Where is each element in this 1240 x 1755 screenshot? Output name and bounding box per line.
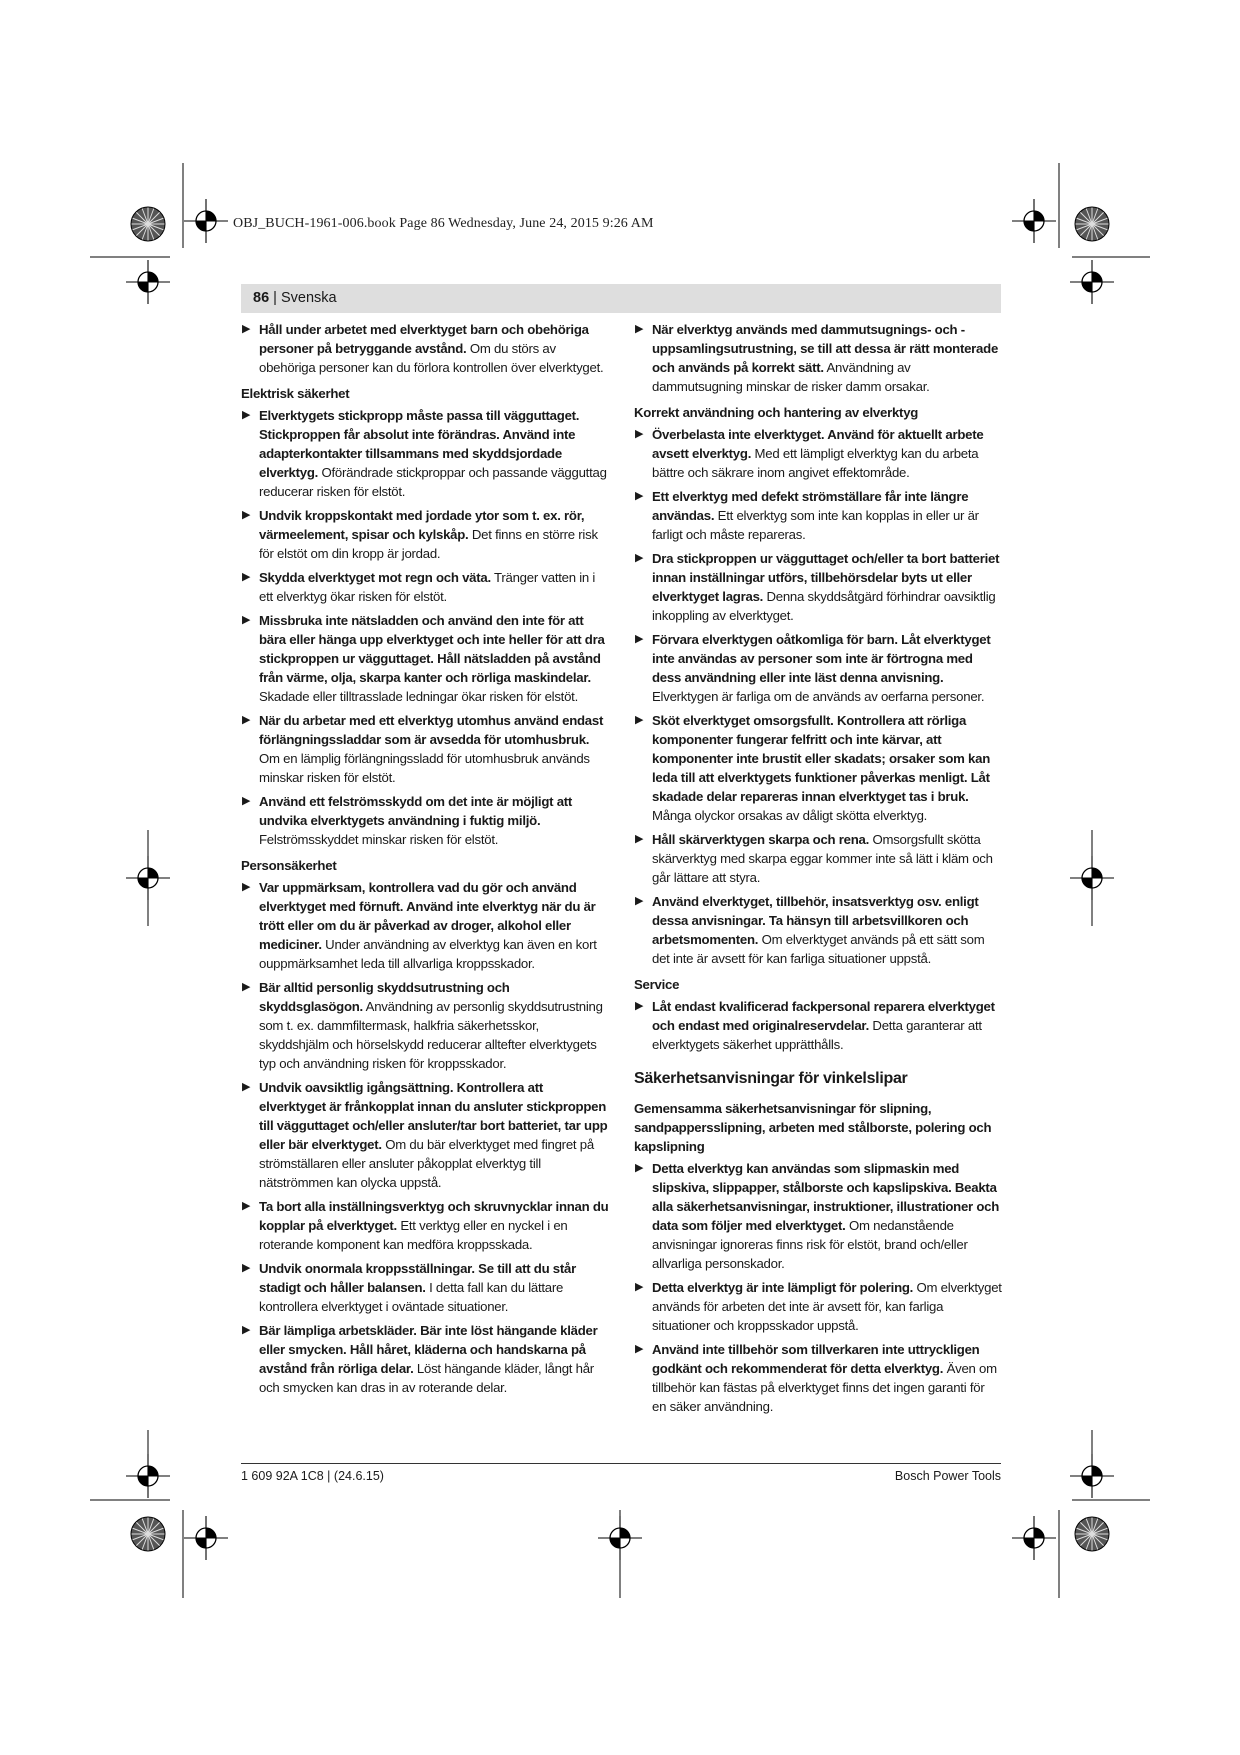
- safety-item-instruction: Håll under arbetet med elverktyget barn och obehöriga personer på betryggande avstånd.: [259, 322, 589, 356]
- safety-item: [634, 425, 1002, 482]
- safety-item: [241, 506, 609, 563]
- safety-item: [241, 792, 609, 849]
- safety-item: [241, 1197, 609, 1254]
- safety-item-explanation: Om en lämplig förlängningssladd för utomhusbruk används minskar risken för elstöt.: [259, 751, 590, 785]
- safety-item-instruction: Använd elverktyget, tillbehör, insatsverktyg osv. enligt dessa anvisningar. Ta hänsyn till arbetsvillkoren och arbetsmomenten.: [652, 894, 979, 947]
- safety-item-explanation: Om elverktyget används på ett sätt som det inte är avsett för kan farliga situationer uppstå.: [652, 932, 985, 966]
- safety-item-instruction: Överbelasta inte elverktyget. Använd för aktuellt arbete avsett elverktyg.: [652, 427, 984, 461]
- safety-item-explanation: Om elverktyget används för arbeten det inte är avsett för, kan farliga situationer och kroppsskador uppstå.: [652, 1280, 1002, 1333]
- bullet-triangle-icon: ▶: [635, 833, 644, 845]
- bullet-triangle-icon: ▶: [242, 714, 251, 726]
- header-separator: |: [269, 290, 281, 306]
- doc-number: 1 609 92A 1C8 | (24.6.15): [241, 1469, 384, 1483]
- safety-item-explanation: Det finns en större risk för elstöt om din kropp är jordad.: [259, 527, 598, 561]
- safety-item-instruction: Elverktygets stickpropp måste passa till vägguttaget. Stickproppen får absolut inte förändras. Använd inte adapterkontakter tillsammans med skyddsjordade elverktyg.: [259, 408, 580, 480]
- section-language: Svenska: [280, 290, 337, 306]
- bullet-triangle-icon: ▶: [242, 1262, 251, 1274]
- safety-item-explanation: Oförändrade stickproppar och passande vägguttag reducerar risken för elstöt.: [259, 465, 607, 499]
- safety-item: [241, 1259, 609, 1316]
- safety-item-explanation: Användning av dammutsugning minskar de risker damm orsakar.: [652, 360, 930, 394]
- brand-name: Bosch Power Tools: [894, 1469, 1001, 1483]
- bullet-triangle-icon: ▶: [242, 509, 251, 521]
- safety-item-explanation: Med ett lämpligt elverktyg kan du arbeta bättre och säkrare inom angivet effektområde.: [652, 446, 979, 480]
- left-column: [241, 320, 609, 1402]
- safety-item-explanation: I detta fall kan du lättare kontrollera elverktyget i oväntade situationer.: [259, 1280, 564, 1314]
- bullet-triangle-icon: ▶: [635, 895, 644, 907]
- safety-item-instruction: När du arbetar med ett elverktyg utomhus använd endast förlängningssladdar som är avsedda för utomhusbruk.: [259, 713, 604, 747]
- bullet-triangle-icon: ▶: [635, 714, 644, 726]
- bullet-triangle-icon: ▶: [635, 1343, 644, 1355]
- safety-item: [634, 1340, 1002, 1416]
- safety-item-instruction: Detta elverktyg är inte lämpligt för polering.: [652, 1280, 914, 1295]
- safety-item-instruction: Missbruka inte nätsladden och använd den inte för att bära eller hänga upp elverktyget och inte heller för att dra stickproppen ur vägguttaget. Håll nätsladden på avstånd från värme, olja, skarpa kanter och rörliga maskindelar.: [259, 613, 605, 685]
- safety-item: [634, 1159, 1002, 1273]
- safety-item-instruction: Detta elverktyg kan användas som slipmaskin med slipskiva, slippapper, stålborste och kapslipskiva. Beakta alla säkerhetsanvisningar, instruktioner, illustrationer och data som följer med elverktyget.: [652, 1161, 1000, 1233]
- section-heading: Säkerhetsanvisningar för vinkelslipar: [634, 1070, 908, 1087]
- safety-item: [634, 997, 1002, 1054]
- safety-item-instruction: Skydda elverktyget mot regn och väta.: [259, 570, 491, 585]
- safety-item-instruction: Ett elverktyg med defekt strömställare får inte längre användas.: [652, 489, 969, 523]
- safety-item: [241, 320, 609, 377]
- page-footer: [241, 1463, 1001, 1483]
- safety-item: [241, 711, 609, 787]
- safety-item: [634, 1278, 1002, 1335]
- safety-item-instruction: Håll skärverktygen skarpa och rena.: [652, 832, 870, 847]
- subsection-heading: Elektrisk säkerhet: [241, 386, 350, 401]
- safety-item-explanation: Många olyckor orsakas av dåligt skötta elverktyg.: [652, 808, 928, 823]
- safety-item-explanation: Användning av personlig skyddsutrustning som t. ex. dammfiltermask, halkfria säkerhetsskor, skyddshjälm och hörselskydd reducerar alltefter elverktygets typ och användning risken för kroppsskador.: [259, 999, 603, 1071]
- safety-item: [634, 487, 1002, 544]
- safety-item-instruction: Dra stickproppen ur vägguttaget och/eller ta bort batteriet innan inställningar utförs, tillbehörsdelar byts ut eller elverktyget lagras.: [652, 551, 1000, 604]
- safety-item-instruction: Bär alltid personlig skyddsutrustning och skyddsglasögon.: [259, 980, 510, 1014]
- safety-item-explanation: Även om tillbehör kan fästas på elverktyget finns det ingen garanti för en säker användning.: [652, 1361, 997, 1414]
- safety-item-explanation: Elverktygen är farliga om de används av oerfarna personer.: [652, 689, 985, 704]
- safety-item-instruction: Bär lämpliga arbetskläder. Bär inte löst hängande kläder eller smycken. Håll håret, kläderna och handskarna på avstånd från rörliga delar.: [259, 1323, 598, 1376]
- bullet-triangle-icon: ▶: [242, 1200, 251, 1212]
- safety-item: [634, 892, 1002, 968]
- safety-item-instruction: Ta bort alla inställningsverktyg och skruvnycklar innan du kopplar på elverktyget.: [259, 1199, 609, 1233]
- subsection-heading: Korrekt användning och hantering av elverktyg: [634, 405, 919, 420]
- page-header: [253, 290, 337, 306]
- bullet-triangle-icon: ▶: [242, 571, 251, 583]
- safety-item-instruction: Förvara elverktygen oåtkomliga för barn. Låt elverktyget inte användas av personer som inte är förtrogna med dess användning eller inte läst denna anvisning.: [652, 632, 991, 685]
- safety-item: [241, 568, 609, 606]
- bullet-triangle-icon: ▶: [635, 552, 644, 564]
- safety-item-explanation: Ett verktyg eller en nyckel i en roterande komponent kan medföra kroppsskada.: [259, 1218, 568, 1252]
- safety-item-instruction: Sköt elverktyget omsorgsfullt. Kontrollera att rörliga komponenter fungerar felfritt och inte kärvar, att komponenter inte brustit eller skadats; orsaker som kan leda till att elverktygets funktioner påverkas menligt. Låt skadade delar repareras innan elverktyget tas i bruk.: [652, 713, 991, 804]
- page-number: 86: [253, 290, 270, 306]
- bullet-triangle-icon: ▶: [635, 323, 644, 335]
- safety-item: [634, 549, 1002, 625]
- safety-item-instruction: Undvik oavsiktlig igångsättning. Kontrollera att elverktyget är frånkopplat innan du ansluter stickproppen till vägguttaget och/eller ansluter/tar bort batteriet, tar upp eller bär elverktyget.: [259, 1080, 608, 1152]
- safety-item-explanation: Omsorgsfullt skötta skärverktyg med skarpa eggar kommer inte så lätt i kläm och går lättare att styra.: [652, 832, 993, 885]
- safety-item-explanation: Denna skyddsåtgärd förhindrar oavsiktlig inkoppling av elverktyget.: [652, 589, 996, 623]
- safety-item: [634, 320, 1002, 396]
- safety-item-explanation: Skadade eller tilltrasslade ledningar ökar risken för elstöt.: [259, 689, 579, 704]
- bullet-triangle-icon: ▶: [242, 981, 251, 993]
- safety-item: [634, 630, 1002, 706]
- right-column: [634, 320, 1002, 1421]
- safety-item-instruction: Undvik onormala kroppsställningar. Se till att du står stadigt och håller balansen.: [259, 1261, 576, 1295]
- bullet-triangle-icon: ▶: [242, 614, 251, 626]
- print-info-line: OBJ_BUCH-1961-006.book Page 86 Wednesday, June 24, 2015 9:26 AM: [233, 216, 654, 231]
- safety-item: [241, 1321, 609, 1397]
- bullet-triangle-icon: ▶: [635, 1000, 644, 1012]
- safety-item-instruction: Använd inte tillbehör som tillverkaren inte uttryckligen godkänt och rekommenderat för detta elverktyg.: [652, 1342, 980, 1376]
- subsection-heading: Personsäkerhet: [241, 858, 337, 873]
- safety-item: [634, 830, 1002, 887]
- bullet-triangle-icon: ▶: [242, 881, 251, 893]
- bullet-triangle-icon: ▶: [635, 428, 644, 440]
- subsection-heading: Gemensamma säkerhetsanvisningar för slipning, sandpappersslipning, arbeten med stålborste, polering och kapslipning: [634, 1101, 992, 1154]
- safety-item-instruction: Låt endast kvalificerad fackpersonal reparera elverktyget och endast med originalreservdelar.: [652, 999, 995, 1033]
- bullet-triangle-icon: ▶: [242, 795, 251, 807]
- safety-item: [241, 406, 609, 501]
- bullet-triangle-icon: ▶: [635, 490, 644, 502]
- safety-item-explanation: Felströmsskyddet minskar risken för elstöt.: [259, 832, 499, 847]
- safety-item: [241, 611, 609, 706]
- safety-item-explanation: Om nedanstående anvisningar ignoreras finns risk för elstöt, brand och/eller allvarliga personskador.: [652, 1218, 968, 1271]
- safety-item-explanation: Tränger vatten in i ett elverktyg ökar risken för elstöt.: [259, 570, 596, 604]
- safety-item-explanation: Om du störs av obehöriga personer kan du förlora kontrollen över elverktyget.: [259, 341, 604, 375]
- safety-item-explanation: Ett elverktyg som inte kan kopplas in eller ur är farligt och måste repareras.: [652, 508, 979, 542]
- safety-item-instruction: Var uppmärksam, kontrollera vad du gör och använd elverktyget med förnuft. Använd inte elverktyg när du är trött eller om du är påverkad av droger, alkohol eller mediciner.: [259, 880, 596, 952]
- safety-item: [634, 711, 1002, 825]
- safety-item-explanation: Under användning av elverktyg kan även en kort ouppmärksamhet leda till allvarliga kroppsskador.: [259, 937, 597, 971]
- safety-item: [241, 1078, 609, 1192]
- bullet-triangle-icon: ▶: [635, 1281, 644, 1293]
- safety-item: [241, 878, 609, 973]
- safety-item-instruction: När elverktyg används med dammutsugnings- och -uppsamlingsutrustning, se till att dessa är rätt monterade och används på korrekt sätt.: [652, 322, 999, 375]
- safety-item-explanation: Löst hängande kläder, långt hår och smycken kan dras in av roterande delar.: [259, 1361, 594, 1395]
- subsection-heading: Service: [634, 977, 680, 992]
- bullet-triangle-icon: ▶: [635, 633, 644, 645]
- bullet-triangle-icon: ▶: [635, 1162, 644, 1174]
- bullet-triangle-icon: ▶: [242, 409, 251, 421]
- safety-item-instruction: Undvik kroppskontakt med jordade ytor som t. ex. rör, värmeelement, spisar och kylskåp.: [259, 508, 585, 542]
- safety-item-explanation: Detta garanterar att elverktygets säkerhet upprätthålls.: [652, 1018, 982, 1052]
- bullet-triangle-icon: ▶: [242, 323, 251, 335]
- safety-item-instruction: Använd ett felströmsskydd om det inte är möjligt att undvika elverktygets användning i fuktig miljö.: [259, 794, 573, 828]
- bullet-triangle-icon: ▶: [242, 1081, 251, 1093]
- bullet-triangle-icon: ▶: [242, 1324, 251, 1336]
- page-header-bar: [241, 284, 1001, 313]
- safety-item: [241, 978, 609, 1073]
- safety-item-explanation: Om du bär elverktyget med fingret på strömställaren eller ansluter påkopplat elverktyg till nätströmmen kan olycka uppstå.: [259, 1137, 594, 1190]
